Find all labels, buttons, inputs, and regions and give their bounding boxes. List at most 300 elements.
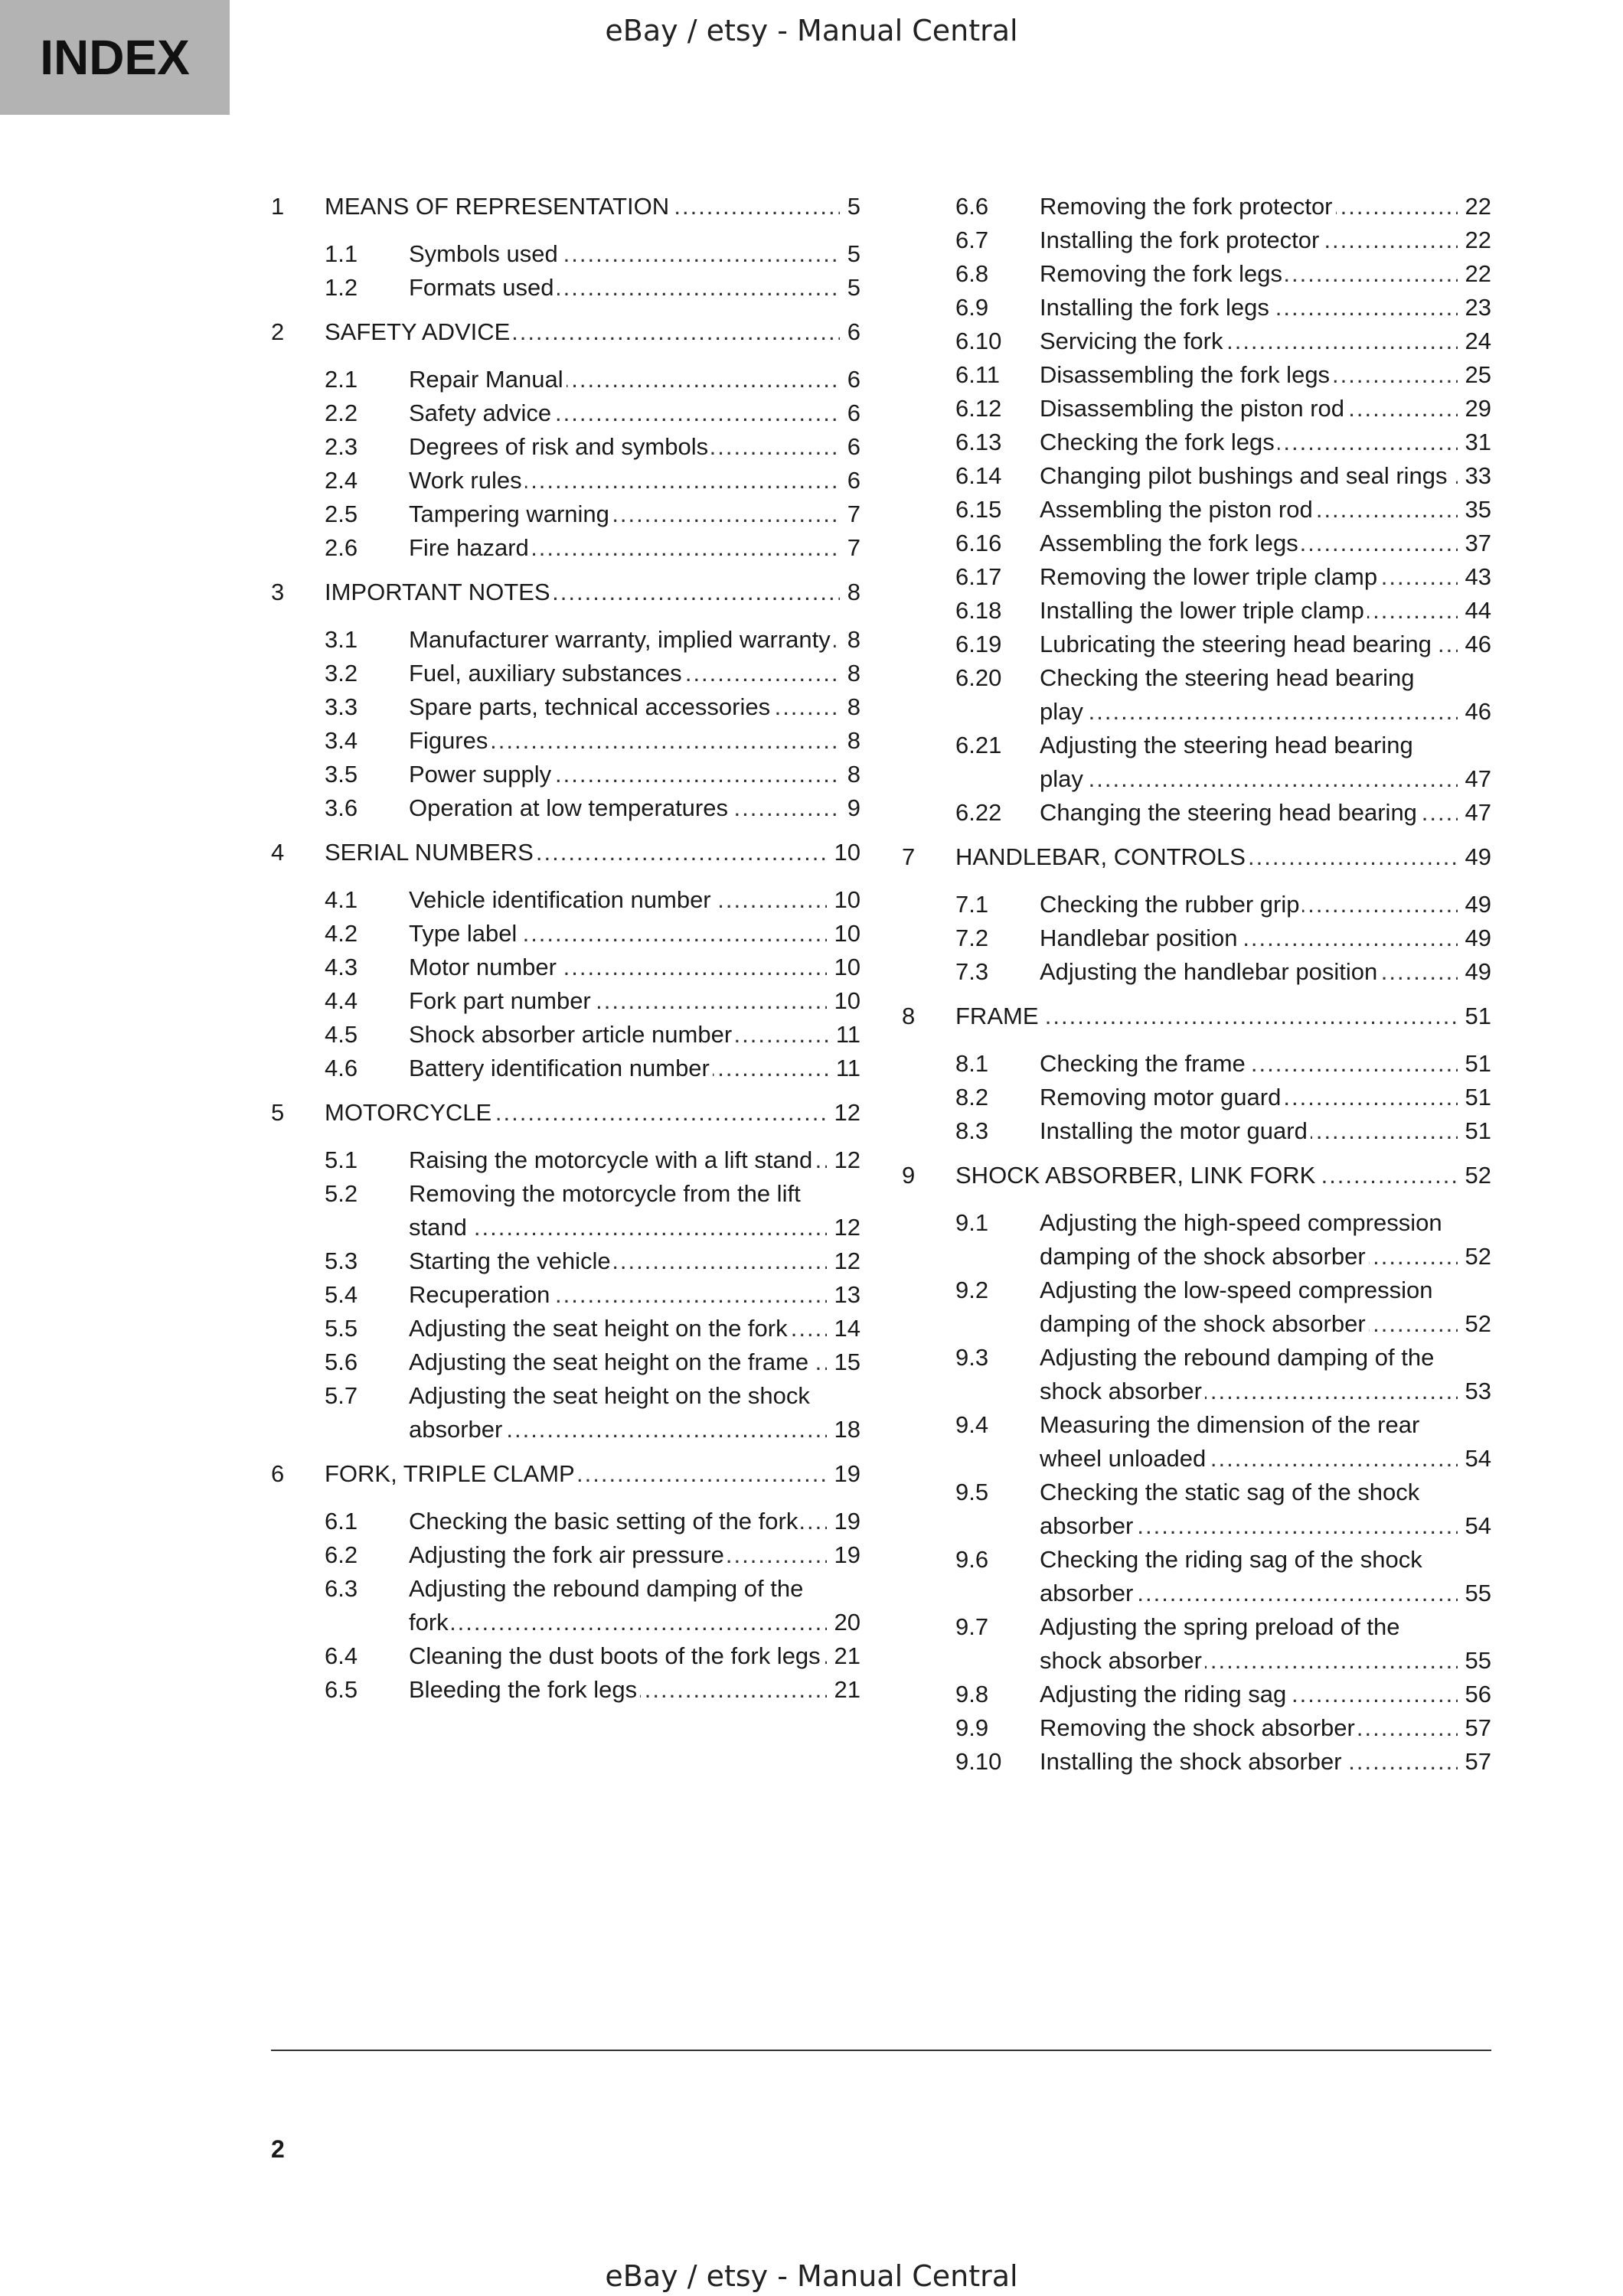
- toc-entry-number: 1.1: [325, 240, 358, 267]
- toc-entry-number: 4.1: [325, 886, 358, 913]
- toc-entry-title: Vehicle identification number: [409, 886, 714, 913]
- toc-entry-number: 9.1: [955, 1209, 989, 1236]
- toc-entry-page: 10: [834, 839, 860, 866]
- toc-entry-title: Recuperation: [409, 1281, 553, 1308]
- toc-section-entry[interactable]: [271, 1345, 860, 1379]
- toc-entry-title: Cleaning the dust boots of the fork legs: [409, 1642, 824, 1669]
- toc-entry-number: 9.2: [955, 1277, 989, 1303]
- toc-entry-title: Manufacturer warranty, implied warranty: [409, 626, 834, 653]
- toc-section-entry[interactable]: [902, 1476, 1491, 1543]
- toc-section-entry[interactable]: [271, 1505, 860, 1538]
- toc-section-entry[interactable]: [271, 1143, 860, 1177]
- toc-entry-title: Adjusting the seat height on the shock absorber: [409, 1382, 810, 1443]
- toc-entry-number: 4.5: [325, 1021, 358, 1048]
- toc-entry-title: Adjusting the rebound damping of the shock absorber: [1040, 1344, 1435, 1404]
- toc-entry-number: 6.18: [955, 597, 1002, 624]
- toc-chapter-entry[interactable]: [271, 1096, 860, 1130]
- toc-entry-title: HANDLEBAR, CONTROLS: [955, 843, 1249, 870]
- toc-chapter-entry[interactable]: [902, 840, 1491, 874]
- toc-entry-title: Removing the fork protector: [1040, 193, 1336, 220]
- toc-entry-title: Fuel, auxiliary substances: [409, 660, 685, 687]
- toc-entry-page: 22: [1465, 193, 1491, 220]
- toc-entry-number: 6.17: [955, 563, 1002, 590]
- toc-entry-page: 55: [1465, 1580, 1491, 1606]
- toc-section-entry[interactable]: [902, 1678, 1491, 1711]
- toc-entry-page: 8: [847, 579, 860, 605]
- toc-entry-page: 12: [834, 1247, 860, 1274]
- toc-entry-number: 8.1: [955, 1050, 989, 1077]
- toc-section-entry[interactable]: [902, 1610, 1491, 1678]
- toc-entry-number: 9.4: [955, 1411, 989, 1438]
- toc-entry-title: Adjusting the handlebar position: [1040, 958, 1380, 985]
- toc-entry-title: IMPORTANT NOTES: [325, 579, 554, 605]
- toc-entry-number: 6.12: [955, 395, 1002, 422]
- toc-entry-number: 6.16: [955, 530, 1002, 556]
- toc-entry-title: Shock absorber article number: [409, 1021, 735, 1048]
- toc-section-entry[interactable]: [271, 1312, 860, 1345]
- toc-section-entry[interactable]: [902, 223, 1491, 257]
- toc-entry-page: 52: [1465, 1162, 1491, 1189]
- toc-entry-title: Safety advice: [409, 400, 554, 426]
- toc-section-entry[interactable]: [271, 1052, 860, 1085]
- toc-entry-number: 4: [271, 839, 285, 866]
- toc-entry-page: 55: [1465, 1647, 1491, 1674]
- toc-section-entry[interactable]: [902, 594, 1491, 628]
- toc-entry-number: 1: [271, 193, 285, 220]
- toc-entry-title: Servicing the fork: [1040, 328, 1226, 354]
- toc-section-entry[interactable]: [902, 888, 1491, 921]
- toc-entry-title: Motor number: [409, 954, 560, 980]
- toc-entry-number: 6.9: [955, 294, 989, 321]
- toc-entry-number: 3.4: [325, 727, 358, 754]
- toc-entry-number: 6.11: [955, 361, 1001, 388]
- toc-entry-number: 9.8: [955, 1681, 989, 1707]
- toc-entry-page: 7: [847, 501, 860, 527]
- toc-entry-page: 35: [1465, 496, 1491, 523]
- toc-section-entry[interactable]: [902, 1408, 1491, 1476]
- toc-section-entry[interactable]: [271, 984, 860, 1018]
- toc-entry-title: Battery identification number: [409, 1055, 713, 1081]
- toc-section-entry[interactable]: [902, 358, 1491, 392]
- toc-section-entry[interactable]: [902, 955, 1491, 989]
- toc-entry-title: Fork part number: [409, 987, 594, 1014]
- toc-entry-page: 8: [847, 626, 860, 653]
- toc-entry-page: 51: [1465, 1050, 1491, 1077]
- toc-section-entry[interactable]: [271, 724, 860, 758]
- toc-entry-title: Installing the fork legs: [1040, 294, 1272, 321]
- toc-entry-page: 11: [835, 1021, 860, 1048]
- toc-entry-number: 6.5: [325, 1676, 358, 1703]
- toc-entry-title: Formats used: [409, 274, 557, 301]
- toc-entry-page: 31: [1465, 429, 1491, 455]
- toc-entry-page: 10: [834, 987, 860, 1014]
- toc-entry-number: 6.1: [325, 1508, 358, 1534]
- toc-entry-number: 5.7: [325, 1382, 358, 1409]
- toc-entry-page: 49: [1465, 891, 1491, 918]
- toc-entry-page: 25: [1465, 361, 1491, 388]
- toc-entry-title: Checking the rubber grip: [1040, 891, 1302, 918]
- toc-section-entry[interactable]: [902, 1047, 1491, 1081]
- toc-entry-number: 2.5: [325, 501, 358, 527]
- toc-entry-number: 6.7: [955, 227, 989, 253]
- toc-entry-page: 43: [1465, 563, 1491, 590]
- toc-entry-title: Changing pilot bushings and seal rings: [1040, 462, 1451, 489]
- toc-entry-number: 6.13: [955, 429, 1002, 455]
- toc-section-entry[interactable]: [902, 628, 1491, 661]
- toc-entry-page: 10: [834, 920, 860, 947]
- toc-entry-page: 57: [1465, 1714, 1491, 1741]
- page-number: 2: [271, 2135, 285, 2163]
- toc-entry-title: Installing the motor guard: [1040, 1117, 1311, 1144]
- toc-entry-title: Adjusting the seat height on the fork: [409, 1315, 791, 1342]
- toc-entry-page: 29: [1465, 395, 1491, 422]
- toc-entry-number: 4.3: [325, 954, 358, 980]
- toc-entry-number: 6.6: [955, 193, 989, 220]
- toc-entry-title: Removing motor guard: [1040, 1084, 1284, 1110]
- toc-entry-title: Measuring the dimension of the rear wheel unloaded: [1040, 1411, 1420, 1472]
- toc-entry-number: 7.3: [955, 958, 989, 985]
- toc-entry-title: Symbols used: [409, 240, 561, 267]
- watermark-top: eBay / etsy - Manual Central: [605, 14, 1018, 47]
- toc-entry-number: 7: [902, 843, 916, 870]
- toc-entry-title: Operation at low temperatures: [409, 794, 731, 821]
- toc-section-entry[interactable]: [902, 325, 1491, 358]
- toc-entry-number: 2.2: [325, 400, 358, 426]
- toc-entry-title: Disassembling the fork legs: [1040, 361, 1333, 388]
- toc-right-column: [902, 190, 1491, 1779]
- toc-chapter-entry[interactable]: [271, 190, 860, 223]
- toc-entry-title: Installing the fork protector: [1040, 227, 1322, 253]
- toc-entry-number: 7.1: [955, 891, 989, 918]
- toc-entry-number: 2.4: [325, 467, 358, 494]
- toc-entry-number: 2.6: [325, 534, 358, 561]
- toc-section-entry[interactable]: [271, 396, 860, 430]
- toc-entry-page: 14: [834, 1315, 860, 1342]
- toc-section-entry[interactable]: [902, 1543, 1491, 1610]
- toc-entry-page: 5: [847, 240, 860, 267]
- toc-section-entry[interactable]: [271, 237, 860, 271]
- toc-entry-number: 5.5: [325, 1315, 358, 1342]
- toc-entry-page: 7: [847, 534, 860, 561]
- toc-section-entry[interactable]: [271, 791, 860, 825]
- toc-entry-page: 19: [834, 1460, 860, 1487]
- toc-section-entry[interactable]: [271, 1177, 860, 1244]
- toc-entry-title: SERIAL NUMBERS: [325, 839, 537, 866]
- toc-chapter-entry[interactable]: [902, 1000, 1491, 1033]
- toc-entry-number: 6.14: [955, 462, 1002, 489]
- toc-entry-page: 47: [1465, 765, 1491, 792]
- toc-entry-title: Disassembling the piston rod: [1040, 395, 1347, 422]
- toc-entry-number: 5.1: [325, 1146, 358, 1173]
- toc-entry-number: 4.4: [325, 987, 358, 1014]
- toc-entry-page: 47: [1465, 799, 1491, 826]
- toc-section-entry[interactable]: [271, 623, 860, 657]
- toc-entry-page: 10: [834, 954, 860, 980]
- toc-section-entry[interactable]: [271, 1572, 860, 1639]
- toc-entry-number: 9.5: [955, 1479, 989, 1505]
- toc-section-entry[interactable]: [902, 291, 1491, 325]
- toc-entry-page: 49: [1465, 958, 1491, 985]
- toc-chapter-entry[interactable]: [271, 315, 860, 349]
- toc-entry-page: 10: [834, 886, 860, 913]
- toc-entry-title: MEANS OF REPRESENTATION: [325, 193, 672, 220]
- toc-entry-page: 21: [834, 1642, 860, 1669]
- toc-entry-page: 6: [847, 366, 860, 393]
- toc-entry-number: 9.10: [955, 1748, 1002, 1775]
- toc-entry-title: Adjusting the high-speed compression damping of the shock absorber: [1040, 1209, 1442, 1270]
- toc-section-entry[interactable]: [271, 690, 860, 724]
- toc-entry-title: Spare parts, technical accessories: [409, 693, 773, 720]
- toc-section-entry[interactable]: [902, 729, 1491, 796]
- toc-entry-title: Raising the motorcycle with a lift stand: [409, 1146, 815, 1173]
- toc-entry-title: Tampering warning: [409, 501, 612, 527]
- toc-entry-title: Removing the fork legs: [1040, 260, 1285, 287]
- toc-entry-number: 6: [271, 1460, 285, 1487]
- toc-entry-page: 51: [1465, 1117, 1491, 1144]
- toc-chapter-entry[interactable]: [271, 836, 860, 869]
- toc-entry-number: 5.3: [325, 1247, 358, 1274]
- toc-entry-page: 51: [1465, 1084, 1491, 1110]
- toc-entry-title: Handlebar position: [1040, 925, 1241, 951]
- toc-entry-number: 9.7: [955, 1613, 989, 1640]
- toc-section-entry[interactable]: [902, 661, 1491, 729]
- toc-entry-page: 54: [1465, 1445, 1491, 1472]
- toc-entry-number: 4.6: [325, 1055, 358, 1081]
- toc-entry-page: 54: [1465, 1512, 1491, 1539]
- toc-section-entry[interactable]: [902, 1206, 1491, 1274]
- toc-section-entry[interactable]: [902, 921, 1491, 955]
- toc-entry-title: Lubricating the steering head bearing: [1040, 631, 1435, 657]
- toc-entry-number: 6.21: [955, 732, 1002, 758]
- index-tab: INDEX: [0, 0, 230, 115]
- toc-entry-title: SHOCK ABSORBER, LINK FORK: [955, 1162, 1318, 1189]
- toc-section-entry[interactable]: [902, 190, 1491, 223]
- toc-entry-title: FORK, TRIPLE CLAMP: [325, 1460, 578, 1487]
- toc-section-entry[interactable]: [902, 1114, 1491, 1148]
- toc-entry-title: FRAME: [955, 1003, 1042, 1029]
- toc-section-entry[interactable]: [271, 883, 860, 917]
- toc-entry-title: Degrees of risk and symbols: [409, 433, 711, 460]
- toc-entry-number: 3.3: [325, 693, 358, 720]
- toc-entry-page: 15: [834, 1349, 860, 1375]
- toc-entry-title: Installing the lower triple clamp: [1040, 597, 1367, 624]
- toc-entry-number: 9.6: [955, 1546, 989, 1573]
- toc-entry-number: 6.10: [955, 328, 1002, 354]
- toc-entry-number: 6.4: [325, 1642, 358, 1669]
- toc-entry-page: 56: [1465, 1681, 1491, 1707]
- toc-section-entry[interactable]: [902, 560, 1491, 594]
- toc-entry-number: 6.3: [325, 1575, 358, 1602]
- toc-entry-number: 7.2: [955, 925, 989, 951]
- toc-entry-page: 37: [1465, 530, 1491, 556]
- toc-section-entry[interactable]: [271, 1278, 860, 1312]
- toc-entry-title: Work rules: [409, 467, 525, 494]
- toc-entry-title: Checking the riding sag of the shock absorber: [1040, 1546, 1422, 1606]
- toc-entry-title: Assembling the fork legs: [1040, 530, 1301, 556]
- toc-entry-number: 3.5: [325, 761, 358, 788]
- toc-entry-title: Type label: [409, 920, 520, 947]
- toc-entry-page: 12: [834, 1214, 860, 1241]
- toc-entry-number: 9: [902, 1162, 916, 1189]
- toc-section-entry[interactable]: [271, 497, 860, 531]
- toc-entry-number: 6.22: [955, 799, 1002, 826]
- toc-section-entry[interactable]: [271, 430, 860, 464]
- toc-entry-page: 8: [847, 693, 860, 720]
- toc-entry-page: 52: [1465, 1310, 1491, 1337]
- toc-entry-page: 6: [847, 467, 860, 494]
- toc-entry-title: Checking the frame: [1040, 1050, 1249, 1077]
- toc-section-entry[interactable]: [902, 459, 1491, 493]
- toc-section-entry[interactable]: [271, 1244, 860, 1278]
- toc-entry-number: 6.20: [955, 664, 1002, 691]
- toc-entry-page: 51: [1465, 1003, 1491, 1029]
- toc-entry-number: 5.6: [325, 1349, 358, 1375]
- toc-entry-page: 12: [834, 1146, 860, 1173]
- toc-section-entry[interactable]: [271, 271, 860, 305]
- toc-section-entry[interactable]: [902, 527, 1491, 560]
- toc-entry-number: 2.3: [325, 433, 358, 460]
- toc-entry-title: Installing the shock absorber: [1040, 1748, 1345, 1775]
- toc-entry-page: 6: [847, 400, 860, 426]
- toc-entry-page: 6: [847, 318, 860, 345]
- toc-entry-title: Checking the static sag of the shock absorber: [1040, 1479, 1420, 1539]
- toc-section-entry[interactable]: [271, 1379, 860, 1446]
- toc-entry-title: Adjusting the steering head bearing play: [1040, 732, 1413, 792]
- toc-entry-number: 8.2: [955, 1084, 989, 1110]
- toc-chapter-entry[interactable]: [902, 1159, 1491, 1192]
- toc-entry-page: 5: [847, 274, 860, 301]
- toc-entry-title: Repair Manual: [409, 366, 567, 393]
- toc-entry-page: 57: [1465, 1748, 1491, 1775]
- toc-entry-title: Checking the steering head bearing play: [1040, 664, 1415, 725]
- toc-section-entry[interactable]: [902, 1274, 1491, 1341]
- toc-entry-number: 5.2: [325, 1180, 358, 1207]
- toc-section-entry[interactable]: [271, 1538, 860, 1572]
- toc-entry-title: Adjusting the riding sag: [1040, 1681, 1289, 1707]
- toc-entry-number: 2.1: [325, 366, 358, 393]
- toc-entry-page: 8: [847, 761, 860, 788]
- toc-entry-title: Adjusting the fork air pressure: [409, 1541, 727, 1568]
- toc-entry-title: MOTORCYCLE: [325, 1099, 495, 1126]
- toc-section-entry[interactable]: [271, 1018, 860, 1052]
- toc-left-column: [271, 190, 860, 1707]
- toc-entry-title: Bleeding the fork legs: [409, 1676, 640, 1703]
- toc-section-entry[interactable]: [902, 1341, 1491, 1408]
- toc-entry-page: 49: [1465, 925, 1491, 951]
- toc-entry-page: 24: [1465, 328, 1491, 354]
- toc-entry-page: 5: [847, 193, 860, 220]
- toc-entry-page: 12: [834, 1099, 860, 1126]
- toc-section-entry[interactable]: [271, 531, 860, 565]
- toc-entry-title: Changing the steering head bearing: [1040, 799, 1420, 826]
- toc-section-entry[interactable]: [902, 1711, 1491, 1745]
- toc-entry-page: 18: [834, 1416, 860, 1443]
- toc-entry-page: 46: [1465, 698, 1491, 725]
- toc-entry-page: 11: [835, 1055, 860, 1081]
- toc-entry-number: 8.3: [955, 1117, 989, 1144]
- toc-entry-number: 5: [271, 1099, 285, 1126]
- toc-entry-number: 6.2: [325, 1541, 358, 1568]
- toc-entry-title: Checking the basic setting of the fork: [409, 1508, 801, 1534]
- toc-section-entry[interactable]: [271, 657, 860, 690]
- toc-entry-number: 9.9: [955, 1714, 989, 1741]
- toc-section-entry[interactable]: [271, 464, 860, 497]
- toc-entry-number: 9.3: [955, 1344, 989, 1371]
- toc-section-entry[interactable]: [902, 1081, 1491, 1114]
- toc-entry-page: 8: [847, 727, 860, 754]
- watermark-bottom: eBay / etsy - Manual Central: [605, 2259, 1018, 2293]
- toc-entry-page: 6: [847, 433, 860, 460]
- toc-entry-title: SAFETY ADVICE: [325, 318, 513, 345]
- toc-entry-title: Removing the shock absorber: [1040, 1714, 1358, 1741]
- toc-entry-number: 3.6: [325, 794, 358, 821]
- toc-entry-title: Removing the motorcycle from the lift stand: [409, 1180, 801, 1241]
- toc-section-entry[interactable]: [271, 363, 860, 396]
- toc-section-entry[interactable]: [271, 951, 860, 984]
- toc-entry-page: 8: [847, 660, 860, 687]
- toc-entry-title: Fire hazard: [409, 534, 532, 561]
- toc-entry-page: 20: [834, 1609, 860, 1636]
- toc-entry-page: 49: [1465, 843, 1491, 870]
- toc-entry-page: 9: [847, 794, 860, 821]
- toc-section-entry[interactable]: [271, 1639, 860, 1673]
- toc-entry-page: 52: [1465, 1243, 1491, 1270]
- toc-section-entry[interactable]: [271, 1673, 860, 1707]
- toc-chapter-entry[interactable]: [271, 1457, 860, 1491]
- toc-entry-page: 22: [1465, 227, 1491, 253]
- toc-entry-number: 5.4: [325, 1281, 358, 1308]
- footer-divider: [271, 2050, 1491, 2051]
- toc-entry-number: 4.2: [325, 920, 358, 947]
- toc-entry-title: Adjusting the low-speed compression damping of the shock absorber: [1040, 1277, 1433, 1337]
- toc-entry-number: 3.1: [325, 626, 358, 653]
- toc-entry-page: 19: [834, 1508, 860, 1534]
- toc-section-entry[interactable]: [902, 257, 1491, 291]
- toc-entry-number: 2: [271, 318, 285, 345]
- toc-entry-number: 8: [902, 1003, 916, 1029]
- toc-entry-title: Power supply: [409, 761, 554, 788]
- toc-entry-title: Adjusting the spring preload of the shock absorber: [1040, 1613, 1400, 1674]
- toc-section-entry[interactable]: [902, 392, 1491, 426]
- toc-chapter-entry[interactable]: [271, 576, 860, 609]
- toc-section-entry[interactable]: [902, 426, 1491, 459]
- toc-entry-number: 6.15: [955, 496, 1002, 523]
- toc-section-entry[interactable]: [902, 1745, 1491, 1779]
- toc-entry-page: 19: [834, 1541, 860, 1568]
- toc-entry-title: Figures: [409, 727, 491, 754]
- toc-section-entry[interactable]: [271, 758, 860, 791]
- toc-entry-title: Adjusting the seat height on the frame: [409, 1349, 812, 1375]
- toc-section-entry[interactable]: [902, 493, 1491, 527]
- toc-entry-number: 1.2: [325, 274, 358, 301]
- toc-entry-page: 22: [1465, 260, 1491, 287]
- toc-section-entry[interactable]: [271, 917, 860, 951]
- toc-entry-number: 3.2: [325, 660, 358, 687]
- toc-entry-title: Starting the vehicle: [409, 1247, 614, 1274]
- toc-entry-page: 33: [1465, 462, 1491, 489]
- toc-entry-number: 6.19: [955, 631, 1002, 657]
- toc-entry-page: 13: [834, 1281, 860, 1308]
- toc-entry-page: 53: [1465, 1378, 1491, 1404]
- toc-entry-page: 21: [834, 1676, 860, 1703]
- toc-entry-page: 44: [1465, 597, 1491, 624]
- toc-entry-number: 6.8: [955, 260, 989, 287]
- toc-entry-page: 46: [1465, 631, 1491, 657]
- toc-entry-page: 23: [1465, 294, 1491, 321]
- toc-entry-number: 3: [271, 579, 285, 605]
- toc-entry-title: Removing the lower triple clamp: [1040, 563, 1380, 590]
- toc-section-entry[interactable]: [902, 796, 1491, 830]
